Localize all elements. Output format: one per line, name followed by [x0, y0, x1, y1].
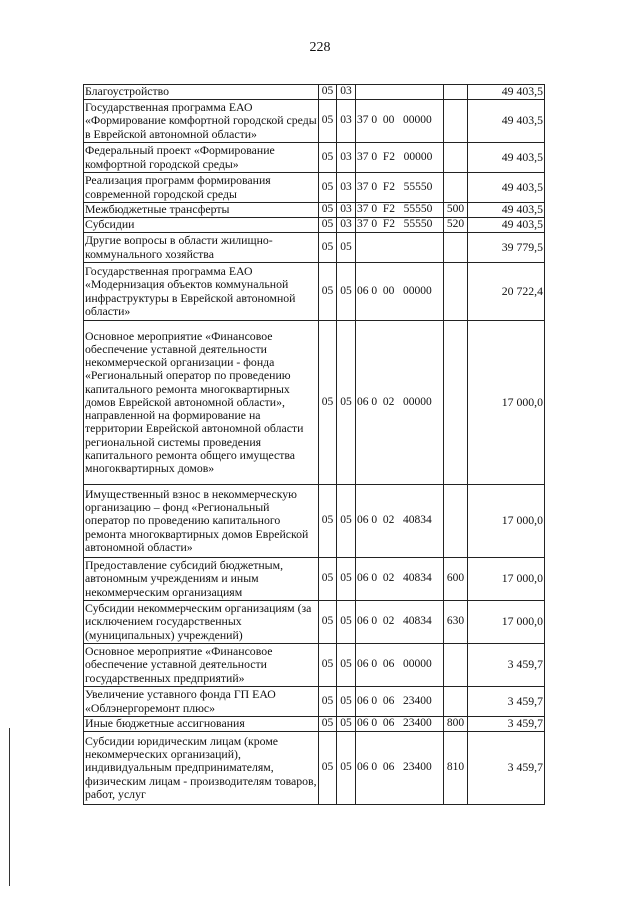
table-row — [84, 100, 545, 143]
section-cell: 05 — [319, 717, 337, 732]
amount-cell: 49 403,5 — [468, 85, 545, 100]
name-cell: Благоустройство — [84, 85, 319, 100]
target-article-cell: 37 0 F2 55550 — [356, 173, 444, 203]
amount-cell: 3 459,7 — [468, 717, 545, 732]
target-article-cell — [356, 85, 444, 100]
target-article-cell: 06 0 02 40834 — [356, 558, 444, 601]
expense-type-cell: 500 — [444, 203, 468, 218]
subsection-cell: 05 — [337, 717, 356, 732]
section-cell: 05 — [319, 558, 337, 601]
name-cell: Субсидии юридическим лицам (кроме некоммерческих организаций), индивидуальным предпринимателям, физическим лицам - производителям товаров, работ, услуг — [84, 732, 319, 805]
name-cell: Основное мероприятие «Финансовое обеспечение уставной деятельности некоммерческой организации - фонда «Региональный оператор по проведению капитального ремонта многоквартирных домов Еврейской автономной области», направленной на формирование на территории Еврейской автономной области региональной системы проведения капитального ремонта общего имущества многоквартирных домов» — [84, 321, 319, 485]
target-article-cell: 37 0 00 00000 — [356, 100, 444, 143]
table-row — [84, 601, 545, 644]
expense-type-cell — [444, 263, 468, 321]
amount-cell: 17 000,0 — [468, 558, 545, 601]
section-cell: 05 — [319, 644, 337, 687]
amount-cell: 49 403,5 — [468, 143, 545, 173]
amount-cell: 49 403,5 — [468, 100, 545, 143]
target-article-cell — [356, 233, 444, 263]
amount-cell: 3 459,7 — [468, 644, 545, 687]
budget-table — [83, 84, 545, 805]
name-cell: Имущественный взнос в некоммерческую организацию – фонд «Региональный оператор по проведению капитального ремонта многоквартирных домов Еврейской автономной области» — [84, 485, 319, 558]
target-article-cell: 06 0 06 23400 — [356, 687, 444, 717]
target-article-cell: 37 0 F2 00000 — [356, 143, 444, 173]
subsection-cell: 05 — [337, 485, 356, 558]
target-article-cell: 37 0 F2 55550 — [356, 203, 444, 218]
target-article-cell: 06 0 00 00000 — [356, 263, 444, 321]
amount-cell: 17 000,0 — [468, 601, 545, 644]
section-cell: 05 — [319, 687, 337, 717]
table-row — [84, 143, 545, 173]
section-cell: 05 — [319, 321, 337, 485]
amount-cell: 20 722,4 — [468, 263, 545, 321]
section-cell: 05 — [319, 601, 337, 644]
expense-type-cell — [444, 173, 468, 203]
expense-type-cell: 800 — [444, 717, 468, 732]
name-cell: Государственная программа ЕАО «Модернизация объектов коммунальной инфраструктуры в Еврейской автономной области» — [84, 263, 319, 321]
name-cell: Иные бюджетные ассигнования — [84, 717, 319, 732]
name-cell: Государственная программа ЕАО «Формирование комфортной городской среды в Еврейской автономной области» — [85, 100, 317, 141]
expense-type-cell — [444, 143, 468, 173]
section-cell: 05 — [319, 100, 337, 143]
section-cell: 05 — [319, 85, 337, 100]
expense-type-cell — [444, 687, 468, 717]
table-row — [84, 558, 545, 601]
expense-type-cell — [444, 644, 468, 687]
amount-cell: 3 459,7 — [468, 687, 545, 717]
amount-cell: 49 403,5 — [468, 173, 545, 203]
table-row — [84, 485, 545, 558]
expense-type-cell: 630 — [444, 601, 468, 644]
amount-cell: 49 403,5 — [468, 203, 545, 218]
subsection-cell: 05 — [337, 601, 356, 644]
table-row — [84, 203, 545, 218]
subsection-cell: 03 — [337, 100, 356, 143]
table-row — [84, 173, 545, 203]
table-row — [84, 233, 545, 263]
target-article-cell: 06 0 02 40834 — [356, 601, 444, 644]
name-cell: Предоставление субсидий бюджетным, автономным учреждениям и иным некоммерческим организациям — [84, 558, 319, 601]
amount-cell: 17 000,0 — [468, 321, 545, 485]
subsection-cell: 03 — [337, 85, 356, 100]
section-cell: 05 — [319, 233, 337, 263]
name-cell: Федеральный проект «Формирование комфортной городской среды» — [84, 143, 319, 173]
table-row — [84, 321, 545, 485]
subsection-cell: 03 — [337, 203, 356, 218]
budget-table-body — [84, 85, 545, 805]
name-cell: Межбюджетные трансферты — [84, 203, 319, 218]
table-row — [84, 717, 545, 732]
expense-type-cell — [444, 233, 468, 263]
table-row — [84, 263, 545, 321]
expense-type-cell — [444, 100, 468, 143]
section-cell: 05 — [319, 143, 337, 173]
section-cell: 05 — [319, 485, 337, 558]
table-row — [84, 218, 545, 233]
subsection-cell: 05 — [337, 321, 356, 485]
table-row — [84, 85, 545, 100]
section-cell: 05 — [319, 263, 337, 321]
expense-type-cell — [444, 85, 468, 100]
amount-cell: 3 459,7 — [468, 732, 545, 805]
table-row — [84, 644, 545, 687]
expense-type-cell — [444, 485, 468, 558]
amount-cell: 39 779,5 — [468, 233, 545, 263]
subsection-cell: 05 — [337, 558, 356, 601]
expense-type-cell — [444, 321, 468, 485]
target-article-cell: 06 0 02 00000 — [356, 321, 444, 485]
name-cell: Субсидии некоммерческим организациям (за исключением государственных (муниципальных) учреждений) — [84, 601, 319, 644]
name-cell: Увеличение уставного фонда ГП ЕАО «Облэнергоремонт плюс» — [84, 687, 319, 717]
amount-cell: 49 403,5 — [468, 218, 545, 233]
margin-rule — [9, 728, 10, 886]
page-number: 228 — [309, 40, 331, 55]
amount-cell: 17 000,0 — [468, 485, 545, 558]
expense-type-cell: 600 — [444, 558, 468, 601]
name-cell: Другие вопросы в области жилищно-коммунального хозяйства — [84, 233, 319, 263]
target-article-cell: 06 0 06 23400 — [356, 732, 444, 805]
subsection-cell: 05 — [337, 687, 356, 717]
subsection-cell: 03 — [337, 143, 356, 173]
target-article-cell: 06 0 06 23400 — [356, 717, 444, 732]
name-cell: Основное мероприятие «Финансовое обеспечение уставной деятельности государственных предприятий» — [84, 644, 319, 687]
name-cell: Реализация программ формирования современной городской среды — [84, 173, 319, 203]
section-cell: 05 — [319, 218, 337, 233]
target-article-cell: 06 0 06 00000 — [356, 644, 444, 687]
name-cell: Субсидии — [84, 218, 319, 233]
section-cell: 05 — [319, 203, 337, 218]
subsection-cell: 03 — [337, 173, 356, 203]
subsection-cell: 05 — [337, 233, 356, 263]
section-cell: 05 — [319, 173, 337, 203]
target-article-cell: 37 0 F2 55550 — [356, 218, 444, 233]
table-row — [84, 732, 545, 805]
expense-type-cell: 810 — [444, 732, 468, 805]
subsection-cell: 05 — [337, 732, 356, 805]
expense-type-cell: 520 — [444, 218, 468, 233]
table-row — [84, 687, 545, 717]
section-cell: 05 — [319, 732, 337, 805]
subsection-cell: 05 — [337, 263, 356, 321]
subsection-cell: 05 — [337, 644, 356, 687]
target-article-cell: 06 0 02 40834 — [356, 485, 444, 558]
subsection-cell: 03 — [337, 218, 356, 233]
